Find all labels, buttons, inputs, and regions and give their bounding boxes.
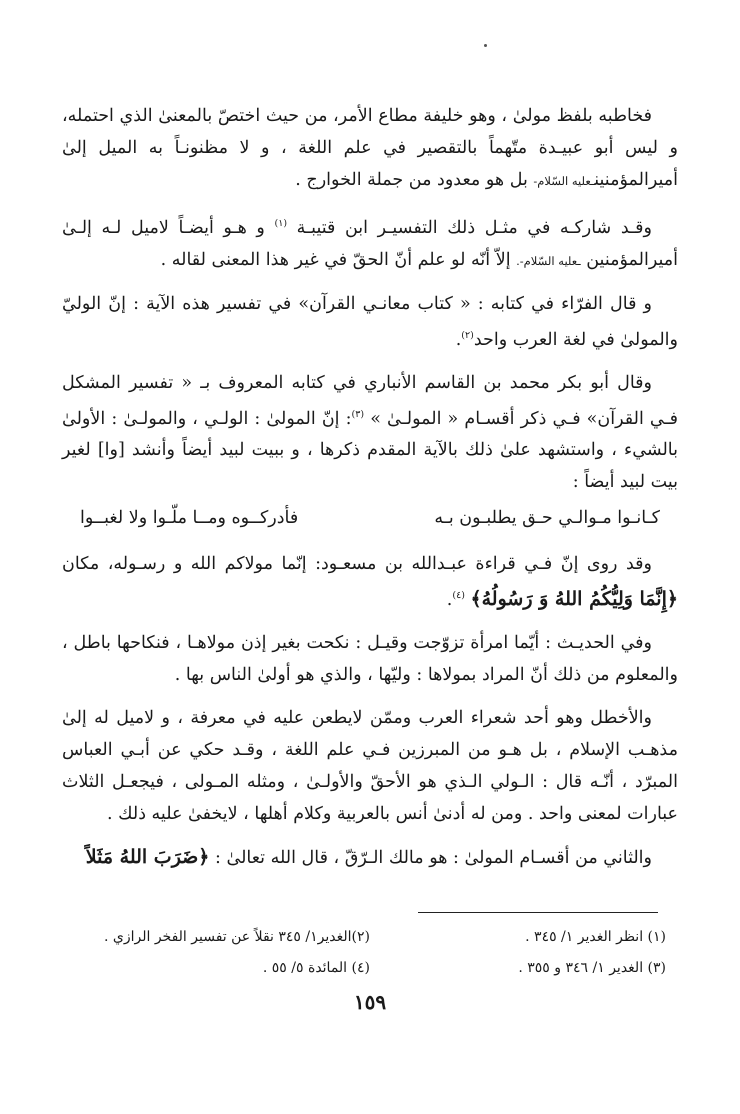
- verse-hemistich-2: فأدركــوه ومــا ملّـوا ولا لغبــوا: [80, 508, 299, 529]
- footnote-ref-3[interactable]: (٣): [351, 408, 365, 420]
- footnote-4: (٤) المائدة ٥/ ٥٥ .: [262, 960, 370, 976]
- page-mark: [484, 44, 487, 47]
- quran-verse: ﴿ضَرَبَ اللهُ مَثَلاً: [85, 846, 210, 869]
- honorific: ـعليه السّلام-: [533, 174, 595, 188]
- paragraph-3: و قال الفرّاء في كتابه : « كتاب معانـي القرآن» في تفسير هذه الآية : إنّ الوليّ والمولىٰ في لغة العرب واحد$^{(٢)}$.: [62, 293, 678, 350]
- paragraph-6: وفي الحديـث : أيّما امرأة تزوّجت وقيـل : نكحت بغير إذن مولاهـا ، فنكاحها باطل ، والمعلوم من ذلك أنّ المراد بمولاها : وليّها ، والذي هو أولىٰ الناس بها .: [62, 633, 678, 686]
- footnote-divider: [418, 912, 658, 913]
- footnote-ref-2[interactable]: (٢): [461, 329, 474, 341]
- paragraph-1: فخاطبه بلفظ مولىٰ ، وهو خليفة مطاع الأمر، من حيث اختصّ بالمعنىٰ الذي احتمله، و ليس أبو عبيـدة متّهماً بالتقصير في علم اللغة ، و لا مظنونـاً به الميل إلىٰ أميرالمؤمنينـعليه السّلام- بل هو معدود من جملة الخوارج .: [62, 106, 678, 190]
- footnotes: [62, 926, 678, 979]
- paragraph-8: والثاني من أقسـام المولىٰ : هو مالك الـرّقّ ، قال الله تعالىٰ : ﴿ضَرَبَ اللهُ مَثَلاً: [85, 846, 652, 869]
- page-number: ١٥٩: [353, 990, 387, 1014]
- paragraph-2: وقـد شاركـه في مثـل ذلك التفسيـر ابن قتيبـة $^{(١)}$ و هـو أيضـاً لاميل لـه إلـىٰ أميرالمؤمنين ـعليه السّلام-. إلاّ أنّه لو علم أنّ الحقّ في غير هذا المعنى لقاله .: [62, 217, 678, 270]
- footnote-1: (١) انظر الغدير ١/ ٣٤٥ .: [525, 929, 666, 945]
- quran-verse: ﴿إِنَّمَا وَلِيُّكُمُ اللهُ وَ رَسُولُهُ﴾: [470, 588, 678, 611]
- footnote-ref-1[interactable]: (١): [274, 218, 288, 229]
- paragraph-5: وقد روى إنّ فـي قراءة عبـدالله بن مسعـود: إنّما مولاكم الله و رسـوله، مكان ﴿إِنَّمَا وَلِيُّكُمُ اللهُ وَ رَسُولُهُ﴾ $^{(٤)}$.: [62, 554, 678, 611]
- honorific: ـعليه السّلام-.: [516, 253, 581, 268]
- main-text: [62, 100, 678, 885]
- footnote-3: (٣) الغدير ١/ ٣٤٦ و ٣٥٥ .: [518, 960, 666, 976]
- footnote-2: (٢)الغدير١/ ٣٤٥ نقلاً عن تفسير الفخر الرازي .: [103, 929, 370, 945]
- paragraph-7: والأخطل وهو أحد شعراء العرب وممّن لايطعن عليه في معرفة ، و لاميل له إلىٰ مذهـب الإسلام ، بل هـو من المبرزين فـي علم اللغة ، وقـد حكي عن أبـي العباس المبرّد ، أنّـه قال : الـولي الـذي هو الأحقّ والأولـىٰ ، ومثله المـولى ، فيجعـل الثلاث عبارات لمعنى واحد . ومن له أدنىٰ أنس بالعربية وكلام أهلها ، لايخفىٰ عليه ذلك .: [62, 708, 679, 825]
- verse-hemistich-1: كـانـوا مـوالـي حـق يطلبـون بـه: [434, 508, 660, 529]
- footnote-ref-4[interactable]: (٤): [452, 590, 465, 602]
- paragraph-4: وقال أبو بكر محمد بن القاسم الأنباري في كتابه المعروف بـ « تفسير المشكل فـي القرآن» فـي ذكر أقسـام « المولـىٰ » $^{(٣)}$: إنّ المولىٰ : الولـي ، والمولـىٰ : الأولىٰ بالشيء ، واستشهد علىٰ ذلك بالآية المقدم ذكرها ، و ببيت لبيد أيضاً وأنشد [وا] لغير بيت لبيد أيضاً :: [62, 372, 678, 493]
- poetry-verse: [62, 502, 678, 534]
